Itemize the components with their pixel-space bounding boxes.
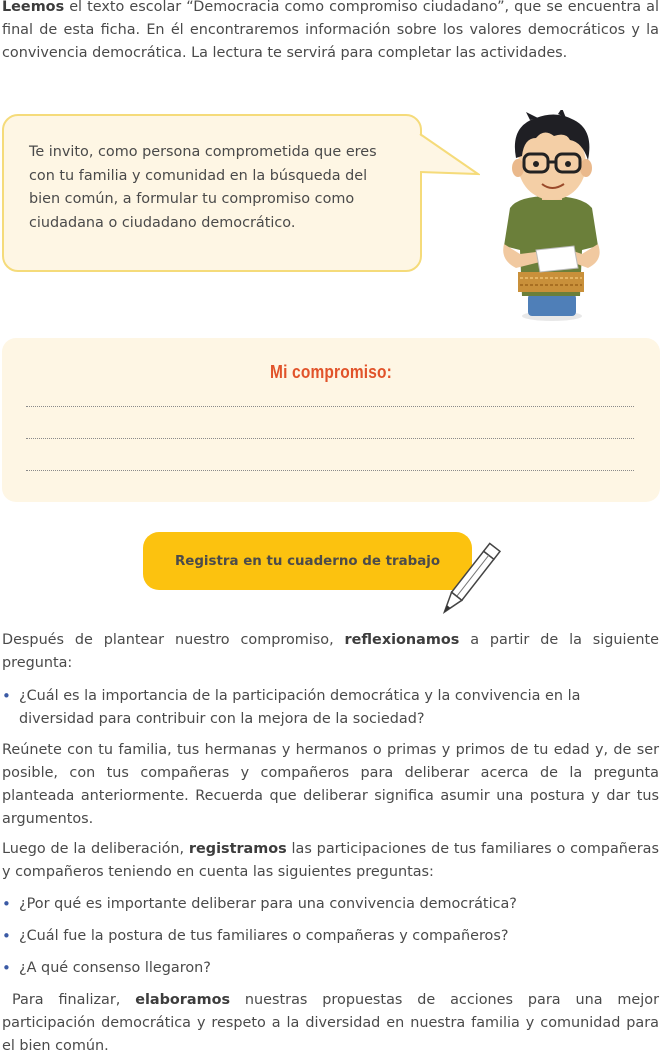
commitment-box [2,338,660,502]
reflect-question-item [2,685,659,731]
reflect-text-pre: Después de plantear nuestro compromiso, [2,632,345,648]
commitment-line-2[interactable] [26,438,634,439]
record-question: ¿A qué consenso llegaron? [19,960,211,976]
intro-bold: Leemos [2,0,65,15]
speech-bubble-text: Te invito, como persona comprometida que eres con tu familia y comunidad en la búsqueda del bien común, a formular tu compromiso como ciudadana o ciudadano democrático. [29,144,377,231]
reflect-text-post: a partir de la siguiente pregunta: [2,632,659,671]
finalize-bold: elaboramos [135,992,231,1008]
intro-paragraph [2,0,659,65]
intro-text: el texto escolar “Democracia como compromiso ciudadano”, que se encuentra al final de esta ficha. En él encontraremos información sobre los valores democráticos y la convivencia democrática. La lectura te servirá para completar las actividades. [2,0,659,61]
bullet-icon: • [2,959,11,977]
record-question-item [2,957,659,980]
finalize-paragraph [2,989,659,1058]
record-paragraph [2,838,659,884]
bullet-icon: • [2,895,11,913]
record-question-item [2,893,659,916]
finalize-text-post: nuestras propuestas de acciones para una mejor participación democrática y respeto a la diversidad en nuestra familia y comunidad para el bien común. [2,992,659,1054]
record-question: ¿Cuál fue la postura de tus familiares o compañeras y compañeros? [19,928,509,944]
pencil-icon [432,540,504,622]
record-text-post: las participaciones de tus familiares o compañeras y compañeros teniendo en cuenta las siguientes preguntas: [2,841,659,880]
record-text-pre: Luego de la deliberación, [2,841,189,857]
commitment-title: Mi compromiso: [270,362,392,382]
student-illustration [470,110,620,322]
record-bold: registramos [188,841,287,857]
reflect-question: ¿Cuál es la importancia de la participación democrática y la convivencia en la diversidad para contribuir con la mejora de la sociedad? [19,688,581,727]
record-question: ¿Por qué es importante deliberar para una convivencia democrática? [19,896,517,912]
commitment-line-3[interactable] [26,470,634,471]
bullet-icon: • [2,687,11,705]
reflect-paragraph [2,629,659,675]
speech-bubble [2,114,422,272]
bullet-icon: • [2,927,11,945]
finalize-text-pre: Para finalizar, [12,992,136,1008]
record-question-item [2,925,659,948]
meet-paragraph: Reúnete con tu familia, tus hermanas y hermanos o primas y primos de tu edad y, de ser posible, con tus compañeras y compañeros para deliberar acerca de la pregunta planteada anteriormente. Recuerda que deliberar significa asumir una postura y dar tus argumentos. [2,742,659,827]
reflect-bold: reflexionamos [344,632,460,648]
commitment-line-1[interactable] [26,406,634,407]
register-notebook-button[interactable]: Registra en tu cuaderno de trabajo [143,532,472,590]
